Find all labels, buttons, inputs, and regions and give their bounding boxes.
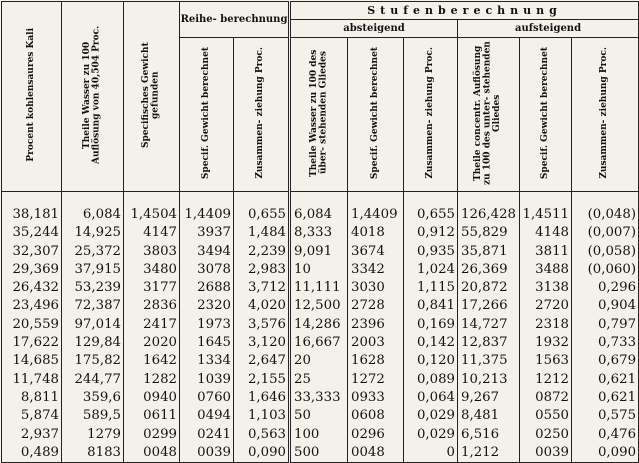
header-abst-water: Theile Wasser zu 100 des über- stehenden Gliedes [290, 38, 348, 192]
table-cell: 1932 [520, 334, 572, 352]
table-cell: 12,500 [290, 297, 348, 315]
table-cell: 129,84 [62, 334, 124, 352]
table-cell: 0048 [124, 444, 180, 463]
table-cell: 0,655 [234, 206, 290, 224]
table-cell: 500 [290, 444, 348, 463]
table-cell: 1563 [520, 352, 572, 370]
table-cell: 0933 [348, 389, 404, 407]
table-cell: 1,4409 [180, 206, 234, 224]
table-cell: 2,239 [234, 243, 290, 261]
table-cell: 1,4504 [124, 206, 180, 224]
table-cell: 0,489 [2, 444, 62, 463]
table-cell: 3177 [124, 279, 180, 297]
table-cell: 0,733 [572, 334, 639, 352]
table-cell: 26,369 [458, 261, 520, 279]
table-row [2, 261, 639, 279]
table-cell: 11,748 [2, 371, 62, 389]
header-abst-contraction: Zusammen- ziehung Proc. [404, 38, 458, 192]
table-cell: 2320 [180, 297, 234, 315]
table-cell: 0,655 [404, 206, 458, 224]
table-cell: 0250 [520, 426, 572, 444]
table-row [2, 279, 639, 297]
table-cell: 3,712 [234, 279, 290, 297]
table-cell: 126,428 [458, 206, 520, 224]
table-cell: 10,213 [458, 371, 520, 389]
header-aufst-solution: Theile concentr. Auflösung zu 100 des unter- stehenden Gliedes [458, 38, 520, 192]
table-cell: 0,575 [572, 407, 639, 425]
table-cell: (0,048) [572, 206, 639, 224]
table-cell: 17,622 [2, 334, 62, 352]
table-cell: 3030 [348, 279, 404, 297]
table-cell: 0,563 [234, 426, 290, 444]
table-cell: 1973 [180, 316, 234, 334]
table-row [2, 444, 639, 463]
header-stufen: Stufenberechnung [290, 2, 639, 20]
header-reihe: Reihe- berechnung [180, 2, 290, 38]
table-cell: 1282 [124, 371, 180, 389]
table-cell: 2,155 [234, 371, 290, 389]
table-cell: 3811 [520, 243, 572, 261]
table-cell: (0,058) [572, 243, 639, 261]
header-abst-gravity: Specif. Gewicht berechnet [348, 38, 404, 192]
table-cell: 3494 [180, 243, 234, 261]
table-cell: 6,084 [62, 206, 124, 224]
table-cell: 0,935 [404, 243, 458, 261]
table-cell: 1,103 [234, 407, 290, 425]
table-cell: 8183 [62, 444, 124, 463]
table-cell: 2836 [124, 297, 180, 315]
table-cell: 0760 [180, 389, 234, 407]
table-cell: 1,646 [234, 389, 290, 407]
table-cell: 1645 [180, 334, 234, 352]
table-cell: 29,369 [2, 261, 62, 279]
table-cell: 37,915 [62, 261, 124, 279]
table-cell: 1,4409 [348, 206, 404, 224]
table-cell: 2,647 [234, 352, 290, 370]
table-cell: 3342 [348, 261, 404, 279]
table-row [2, 297, 639, 315]
table-cell: 0039 [520, 444, 572, 463]
table-cell: 2318 [520, 316, 572, 334]
table-cell: 17,266 [458, 297, 520, 315]
table-cell: 9,091 [290, 243, 348, 261]
table-cell: 0550 [520, 407, 572, 425]
table-cell: 35,244 [2, 224, 62, 242]
table-cell: 6,516 [458, 426, 520, 444]
table-cell: 3803 [124, 243, 180, 261]
table-cell: 50 [290, 407, 348, 425]
table-cell: 2396 [348, 316, 404, 334]
table-cell: 0,296 [572, 279, 639, 297]
table-cell: 2720 [520, 297, 572, 315]
table-cell: 3488 [520, 261, 572, 279]
table-cell: 14,685 [2, 352, 62, 370]
table-cell: 0,476 [572, 426, 639, 444]
table-cell: 244,77 [62, 371, 124, 389]
table-cell: 3138 [520, 279, 572, 297]
table-row [2, 371, 639, 389]
table-cell: 0,142 [404, 334, 458, 352]
table-spacer-row [2, 192, 639, 207]
table-cell: 2688 [180, 279, 234, 297]
table-cell: 2,983 [234, 261, 290, 279]
table-cell: 0,120 [404, 352, 458, 370]
table-cell: 25 [290, 371, 348, 389]
table-cell: 38,181 [2, 206, 62, 224]
table-cell: 8,333 [290, 224, 348, 242]
table-cell: 0494 [180, 407, 234, 425]
table-row [2, 316, 639, 334]
table-cell: 1,024 [404, 261, 458, 279]
table-cell: 14,925 [62, 224, 124, 242]
table-cell: 0611 [124, 407, 180, 425]
table-cell: 20 [290, 352, 348, 370]
table-cell: 1272 [348, 371, 404, 389]
table-cell: 1,115 [404, 279, 458, 297]
table-cell: 2003 [348, 334, 404, 352]
table-cell: 0,621 [572, 371, 639, 389]
table-cell: 0296 [348, 426, 404, 444]
header-reihe-gravity: Specif. Gewicht berechnet [180, 38, 234, 192]
table-cell: 0608 [348, 407, 404, 425]
table-cell: 0,841 [404, 297, 458, 315]
table-cell: 359,6 [62, 389, 124, 407]
table-cell: 1642 [124, 352, 180, 370]
table-cell: 14,727 [458, 316, 520, 334]
table-cell: 0241 [180, 426, 234, 444]
table-cell: 6,084 [290, 206, 348, 224]
table-row [2, 334, 639, 352]
table-cell: 3078 [180, 261, 234, 279]
table-cell: (0,060) [572, 261, 639, 279]
table-cell: 3,120 [234, 334, 290, 352]
table-cell: 0872 [520, 389, 572, 407]
table-cell: 1628 [348, 352, 404, 370]
table-cell: 4148 [520, 224, 572, 242]
table-cell: 0,912 [404, 224, 458, 242]
table-row [2, 352, 639, 370]
table-cell: 0299 [124, 426, 180, 444]
table-cell: 2728 [348, 297, 404, 315]
table-cell: 0,169 [404, 316, 458, 334]
table-cell: (0,007) [572, 224, 639, 242]
table-cell: 3674 [348, 243, 404, 261]
table-cell: 33,333 [290, 389, 348, 407]
table-row [2, 224, 639, 242]
table-cell: 4147 [124, 224, 180, 242]
table-cell: 11,375 [458, 352, 520, 370]
table-cell: 1039 [180, 371, 234, 389]
table-cell: 1,484 [234, 224, 290, 242]
table-cell: 0,090 [572, 444, 639, 463]
table-cell: 2417 [124, 316, 180, 334]
header-aufst-gravity: Specif. Gewicht berechnet [520, 38, 572, 192]
header-aufsteigend: aufsteigend [458, 20, 639, 38]
table-cell: 2020 [124, 334, 180, 352]
table-cell: 1212 [520, 371, 572, 389]
header-absteigend: absteigend [290, 20, 458, 38]
table-cell: 0,089 [404, 371, 458, 389]
table-cell: 0,621 [572, 389, 639, 407]
table-cell: 2,937 [2, 426, 62, 444]
table-cell: 0,797 [572, 316, 639, 334]
table-cell: 12,837 [458, 334, 520, 352]
table-cell: 11,111 [290, 279, 348, 297]
table-row [2, 243, 639, 261]
table-cell: 1334 [180, 352, 234, 370]
header-gravity-found: Specifisches Gewicht gefunden [124, 2, 180, 192]
table-cell: 53,239 [62, 279, 124, 297]
table-cell: 9,267 [458, 389, 520, 407]
table-cell: 1,4511 [520, 206, 572, 224]
table-cell: 20,559 [2, 316, 62, 334]
specific-gravity-table [1, 1, 639, 463]
table-cell: 1,212 [458, 444, 520, 463]
table-cell: 4,020 [234, 297, 290, 315]
table-cell: 32,307 [2, 243, 62, 261]
header-reihe-contraction: Zusammen- ziehung Proc. [234, 38, 290, 192]
table-cell: 4018 [348, 224, 404, 242]
table-body [2, 192, 639, 463]
table-cell: 72,387 [62, 297, 124, 315]
table-cell: 1279 [62, 426, 124, 444]
table-row [2, 389, 639, 407]
header-aufst-contraction: Zusammen- ziehung Proc. [572, 38, 639, 192]
table-cell: 0940 [124, 389, 180, 407]
table-cell: 16,667 [290, 334, 348, 352]
table-cell: 3937 [180, 224, 234, 242]
table-cell: 175,82 [62, 352, 124, 370]
header-percent-potash: Procent kohlensaures Kali [2, 2, 62, 192]
table-cell: 23,496 [2, 297, 62, 315]
table-cell: 0,029 [404, 426, 458, 444]
table-cell: 3,576 [234, 316, 290, 334]
table-cell: 10 [290, 261, 348, 279]
table-cell: 8,481 [458, 407, 520, 425]
table-row [2, 206, 639, 224]
table-cell: 0,064 [404, 389, 458, 407]
table-cell: 35,871 [458, 243, 520, 261]
table-cell: 26,432 [2, 279, 62, 297]
table-cell: 0 [404, 444, 458, 463]
table-cell: 0,029 [404, 407, 458, 425]
table-cell: 0,904 [572, 297, 639, 315]
table-cell: 25,372 [62, 243, 124, 261]
table-row [2, 426, 639, 444]
table-cell: 0,679 [572, 352, 639, 370]
table-row [2, 407, 639, 425]
table-cell: 55,829 [458, 224, 520, 242]
table-cell: 5,874 [2, 407, 62, 425]
table-cell: 97,014 [62, 316, 124, 334]
table-cell: 0,090 [234, 444, 290, 463]
header-water-parts: Theile Wasser zu 100 Auflösung von 40,504 Proc. [62, 2, 124, 192]
table-cell: 589,5 [62, 407, 124, 425]
table-cell: 100 [290, 426, 348, 444]
table-cell: 0048 [348, 444, 404, 463]
table-cell: 8,811 [2, 389, 62, 407]
table-cell: 0039 [180, 444, 234, 463]
table-cell: 14,286 [290, 316, 348, 334]
table-cell: 3480 [124, 261, 180, 279]
table-cell: 20,872 [458, 279, 520, 297]
